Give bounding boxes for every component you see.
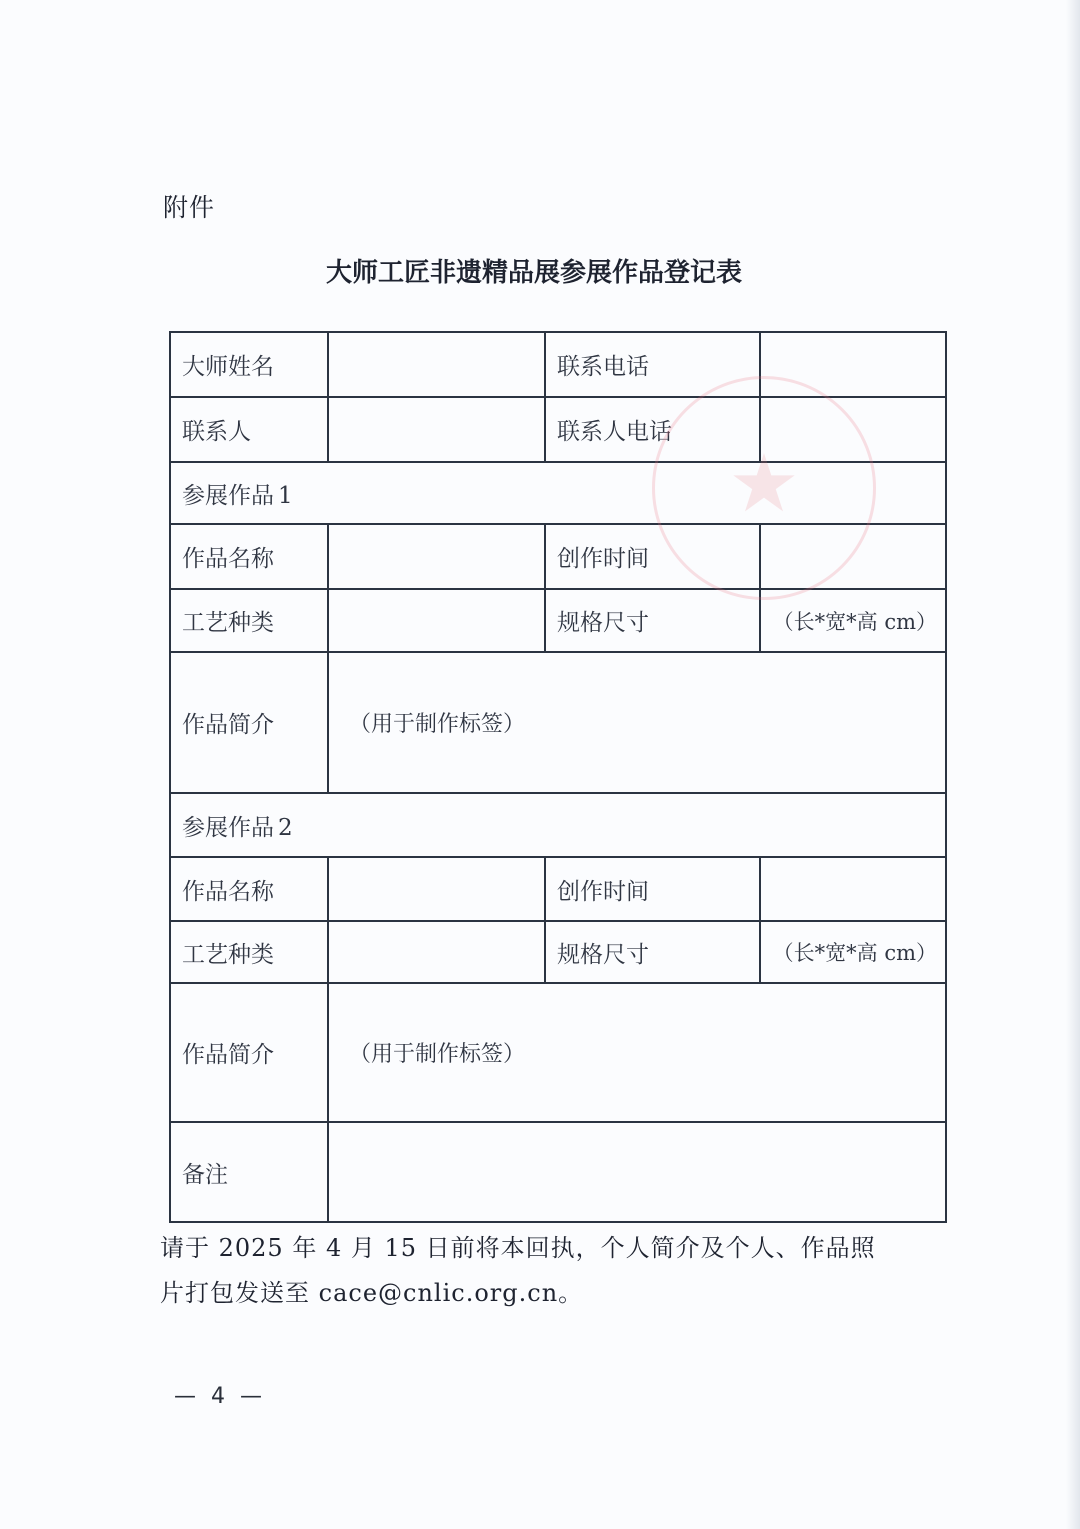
work2-size-field[interactable]: （长*宽*高 cm） — [760, 921, 946, 983]
attachment-label: 附件 — [163, 193, 216, 222]
work1-created-field[interactable] — [760, 524, 946, 589]
contact-person-label: 联系人 — [170, 397, 328, 462]
work1-intro-label: 作品简介 — [170, 652, 328, 793]
work1-section-number: 1 — [278, 482, 293, 509]
contact-person-phone-label: 联系人电话 — [545, 397, 760, 462]
table-row-work2-craft — [170, 921, 946, 983]
work2-name-field[interactable] — [328, 857, 545, 921]
master-name-label: 大师姓名 — [170, 332, 328, 397]
table-row-master — [170, 332, 946, 397]
table-row-work2-name — [170, 857, 946, 921]
registration-form-table — [169, 331, 947, 1223]
work1-craft-label: 工艺种类 — [170, 589, 328, 652]
work2-section-number: 2 — [278, 814, 293, 841]
work1-name-field[interactable] — [328, 524, 545, 589]
work1-name-label: 作品名称 — [170, 524, 328, 589]
contact-person-field[interactable] — [328, 397, 545, 462]
contact-phone-label: 联系电话 — [545, 332, 760, 397]
remarks-label: 备注 — [170, 1122, 328, 1222]
submission-note — [160, 1226, 940, 1316]
work1-craft-field[interactable] — [328, 589, 545, 652]
remarks-field[interactable] — [328, 1122, 946, 1222]
table-row-work1-craft — [170, 589, 946, 652]
page-number: — 4 — — [174, 1384, 266, 1409]
work2-name-label: 作品名称 — [170, 857, 328, 921]
submission-note-line2: 片打包发送至 cace@cnlic.org.cn。 — [160, 1279, 584, 1307]
submission-note-line1: 请于 2025 年 4 月 15 日前将本回执，个人简介及个人、作品照 — [160, 1234, 876, 1262]
table-row-work1-header — [170, 462, 946, 524]
table-row-remarks — [170, 1122, 946, 1222]
work2-craft-field[interactable] — [328, 921, 545, 983]
work2-created-field[interactable] — [760, 857, 946, 921]
contact-person-phone-field[interactable] — [760, 397, 946, 462]
work1-size-label: 规格尺寸 — [545, 589, 760, 652]
master-name-field[interactable] — [328, 332, 545, 397]
work1-intro-field[interactable]: （用于制作标签） — [328, 652, 946, 793]
table-row-work2-header — [170, 793, 946, 857]
work2-section-label: 参展作品 — [182, 814, 274, 841]
work1-section-label: 参展作品 — [182, 482, 274, 509]
work1-size-field[interactable]: （长*宽*高 cm） — [760, 589, 946, 652]
page-edge-shadow — [1066, 0, 1080, 1529]
document-title: 大师工匠非遗精品展参展作品登记表 — [325, 258, 742, 288]
table-row-work1-intro — [170, 652, 946, 793]
table-row-work2-intro — [170, 983, 946, 1122]
work1-section-header — [170, 462, 946, 524]
work2-intro-field[interactable]: （用于制作标签） — [328, 983, 946, 1122]
star-icon: ★ — [728, 436, 800, 530]
work2-craft-label: 工艺种类 — [170, 921, 328, 983]
table-row-contact — [170, 397, 946, 462]
work1-created-label: 创作时间 — [545, 524, 760, 589]
work2-created-label: 创作时间 — [545, 857, 760, 921]
work2-section-header — [170, 793, 946, 857]
work2-intro-label: 作品简介 — [170, 983, 328, 1122]
work2-size-label: 规格尺寸 — [545, 921, 760, 983]
table-row-work1-name — [170, 524, 946, 589]
contact-phone-field[interactable] — [760, 332, 946, 397]
